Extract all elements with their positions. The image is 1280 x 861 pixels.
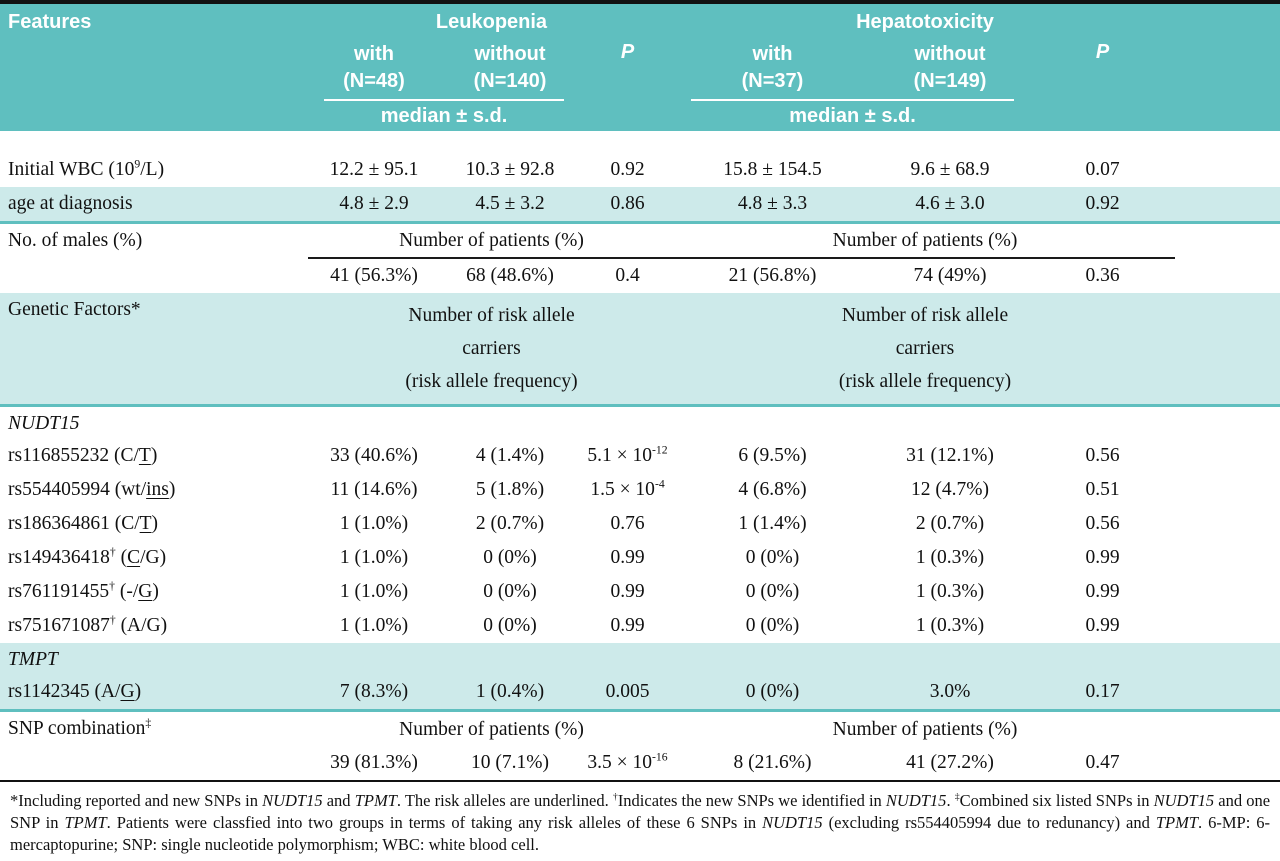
cell-value: 0.51 [1085, 479, 1120, 500]
hepatotoxicity-median-sd-header [675, 99, 1030, 131]
cell-value: 0.86 [580, 187, 675, 223]
cell-value: 39 (81.3%) [308, 746, 440, 781]
leukopenia-without-header [440, 41, 580, 99]
cell-value: 7 (8.3%) [308, 675, 440, 711]
group-span-line: carriers [462, 338, 521, 359]
cell-value: 0.005 [580, 675, 675, 711]
group-span-label: Number of patients (%) [308, 223, 675, 259]
cell-value: 10 (7.1%) [440, 746, 580, 781]
filler-cell [1175, 507, 1280, 541]
group-span-line: (risk allele frequency) [838, 371, 1012, 392]
row-label: rs186364861 (C/T) [8, 513, 159, 534]
with-n: (N=48) [343, 70, 405, 92]
cell-value: 6 (9.5%) [738, 445, 807, 466]
without-n: (N=149) [913, 70, 987, 92]
cell-value: 0.47 [1030, 746, 1175, 781]
cell-value: 4.5 ± 3.2 [440, 187, 580, 223]
cell-value: 1 (1.0%) [339, 581, 409, 602]
cell-value: 0 (0%) [483, 615, 537, 636]
filler-cell [1175, 258, 1280, 293]
cell-value: 0.99 [1085, 547, 1120, 568]
with-label: with [354, 43, 394, 65]
table-row [0, 473, 1280, 507]
section-label: TMPT [0, 643, 1280, 675]
group-span-label: Number of patients (%) [675, 223, 1175, 259]
median-sd-label: median ± s.d. [324, 99, 564, 128]
cell-value: 0.17 [1030, 675, 1175, 711]
group-span-line: (risk allele frequency) [405, 371, 578, 392]
without-label: without [474, 43, 546, 65]
cell-value: 0.36 [1085, 265, 1120, 286]
row-label [0, 746, 308, 781]
row-label: age at diagnosis [0, 187, 308, 223]
filler-cell [1175, 473, 1280, 507]
section-label: NUDT15 [8, 413, 80, 434]
cell-value: 9.6 ± 68.9 [910, 159, 990, 180]
filler-cell [1175, 675, 1280, 711]
filler-cell [1175, 575, 1280, 609]
cell-value: 12 (4.7%) [911, 479, 989, 500]
cell-value: 0.99 [1085, 581, 1120, 602]
filler-cell [1175, 609, 1280, 643]
table-row [0, 507, 1280, 541]
table-row [0, 223, 1280, 259]
filler-cell [1175, 187, 1280, 223]
row-label: rs149436418† (C/G) [8, 545, 167, 568]
hepatotoxicity-with-header [675, 41, 870, 99]
header-gap [0, 131, 1280, 153]
cell-value: 1 (0.4%) [440, 675, 580, 711]
cell-value: 2 (0.7%) [915, 513, 985, 534]
cell-value: 4 (6.8%) [738, 479, 807, 500]
without-n: (N=140) [473, 70, 547, 92]
header-filler [1175, 2, 1280, 131]
cell-value: 1 (1.4%) [738, 513, 807, 534]
cell-value: 12.2 ± 95.1 [329, 159, 419, 180]
table-row [0, 293, 1280, 406]
cell-value: 4.6 ± 3.0 [870, 187, 1030, 223]
cell-value: 1 (0.3%) [915, 615, 985, 636]
cell-value: 1 (0.3%) [915, 581, 985, 602]
cell-value: 0 (0%) [745, 581, 800, 602]
cell-value: 33 (40.6%) [330, 445, 418, 466]
cell-value: 3.0% [870, 675, 1030, 711]
group-span-label: Number of patients (%) [399, 718, 584, 740]
cell-value: 68 (48.6%) [466, 265, 554, 286]
table-row [0, 153, 1280, 187]
table-row [0, 541, 1280, 575]
cell-value: 0.99 [610, 547, 645, 568]
cell-value: 0.99 [1085, 615, 1120, 636]
empty-header-cell [580, 99, 675, 131]
cell-value: 5 (1.8%) [475, 479, 545, 500]
table-row [0, 258, 1280, 293]
cell-value: 0.07 [1085, 159, 1120, 180]
hepatotoxicity-group-header: Hepatotoxicity [675, 2, 1175, 41]
cell-value: 0.56 [1085, 513, 1120, 534]
cell-value: 0 (0%) [675, 675, 870, 711]
table-row [0, 643, 1280, 675]
cell-value: 10.3 ± 92.8 [465, 159, 555, 180]
cell-value: 1 (0.3%) [915, 547, 985, 568]
hepatotoxicity-p-header: P [1030, 41, 1175, 99]
features-column-header: Features [0, 2, 308, 131]
filler-cell [1175, 746, 1280, 781]
leukopenia-median-sd-header [308, 99, 580, 131]
cell-value: 8 (21.6%) [675, 746, 870, 781]
cell-value: 1 (1.0%) [339, 615, 409, 636]
footnote: *Including reported and new SNPs in NUDT15 and TPMT. The risk alleles are underlined. †Indicates the new SNPs we identified in NUDT15. ‡Combined six listed SNPs in NUDT15 and one SNP in TPMT. Patients were classfied into two groups in terms of taking any risk alleles of these 6 SNPs in NUDT15 (excluding rs554405994 due to redunancy) and TPMT. 6-MP: 6-mercaptopurine; SNP: single nucleotide polymorphism; WBC: white blood cell. [10, 791, 1271, 854]
cell-value: 1 (1.0%) [339, 547, 409, 568]
filler-cell [1175, 711, 1280, 747]
leukopenia-with-header [308, 41, 440, 99]
cell-value: 0 (0%) [745, 547, 800, 568]
cell-value: $1.5 \times 10^{-4}$ [590, 477, 665, 500]
row-label: rs761191455† (-/G) [8, 579, 159, 602]
cell-value: 21 (56.8%) [728, 265, 817, 286]
row-label: rs1142345 (A/G) [0, 675, 308, 711]
table-row [0, 439, 1280, 473]
table-row [0, 575, 1280, 609]
group-span-line: carriers [895, 338, 955, 359]
cell-value: 31 (12.1%) [906, 445, 994, 466]
cell-value: 4.8 ± 3.3 [675, 187, 870, 223]
table-header [0, 2, 1280, 131]
table-row [0, 187, 1280, 223]
median-sd-label: median ± s.d. [691, 99, 1014, 128]
without-label: without [914, 43, 986, 65]
table-row [0, 711, 1280, 747]
table-row [0, 746, 1280, 781]
group-span-line: Number of risk allele [841, 305, 1009, 326]
cell-value: 0 (0%) [483, 581, 537, 602]
cell-value: 1 (1.0%) [339, 513, 409, 534]
cell-value: 74 (49%) [913, 265, 987, 286]
cell-value: 15.8 ± 154.5 [723, 159, 822, 180]
cell-value: 0.92 [610, 159, 645, 180]
filler-cell [1175, 541, 1280, 575]
cell-value: 2 (0.7%) [475, 513, 545, 534]
leukopenia-group-header: Leukopenia [308, 2, 675, 41]
hepatotoxicity-without-header [870, 41, 1030, 99]
group-span-label [675, 293, 1175, 406]
row-label: rs751671087† (A/G) [8, 613, 168, 636]
cell-value: 41 (27.2%) [870, 746, 1030, 781]
row-label: Genetic Factors* [0, 293, 308, 406]
filler-cell [1175, 439, 1280, 473]
filler-cell [1175, 293, 1280, 406]
filler-cell [1175, 223, 1280, 259]
table-body [0, 131, 1280, 781]
filler-cell [1175, 153, 1280, 187]
table-row [0, 675, 1280, 711]
row-label: Initial WBC $(10^9/L)$ [8, 157, 165, 180]
cell-value: 0.99 [610, 581, 645, 602]
group-span-label [308, 293, 675, 406]
table-row [0, 609, 1280, 643]
cell-value: 0 (0%) [745, 615, 800, 636]
row-label: rs116855232 (C/T) [8, 445, 158, 466]
group-span-label: Number of patients (%) [832, 718, 1018, 740]
row-label: No. of males (%) [8, 230, 143, 251]
leukopenia-p-header: P [580, 41, 675, 99]
cell-value: 0 (0%) [483, 547, 537, 568]
cell-value: 0.99 [610, 615, 645, 636]
with-label: with [752, 43, 793, 65]
cell-value: 41 (56.3%) [330, 265, 418, 286]
cell-value: 11 (14.6%) [330, 479, 418, 500]
row-label: rs554405994 (wt/ins) [8, 479, 176, 500]
cell-value: 0.4 [615, 265, 640, 286]
with-n: (N=37) [741, 70, 804, 92]
table-row [0, 406, 1280, 440]
cell-value: 4.8 ± 2.9 [308, 187, 440, 223]
cell-value: 0.76 [610, 513, 645, 534]
group-span-line: Number of risk allele [408, 305, 575, 326]
cell-value: 4 (1.4%) [475, 445, 545, 466]
row-label [0, 258, 308, 293]
cell-value: $3.5 \times 10^{-16}$ [580, 746, 675, 781]
row-label: SNP combination‡ [8, 716, 152, 739]
cell-value: 0.56 [1085, 445, 1120, 466]
empty-header-cell [1030, 99, 1175, 131]
cell-value: 0.92 [1030, 187, 1175, 223]
cell-value: $5.1 \times 10^{-12}$ [587, 443, 668, 466]
